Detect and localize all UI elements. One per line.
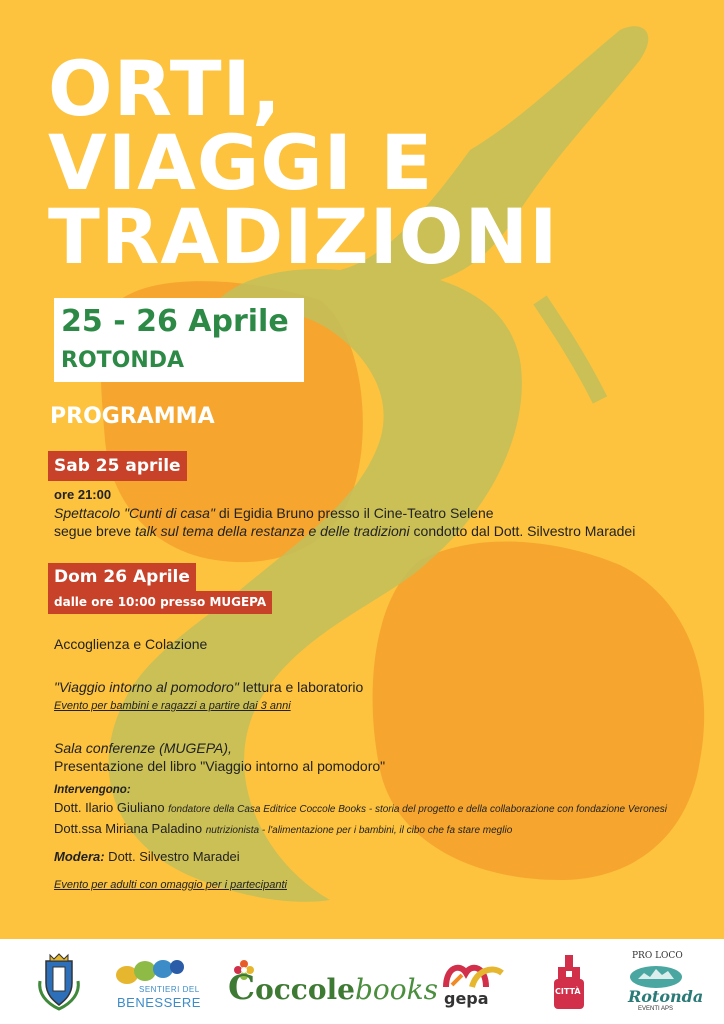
speaker2-name: Dott.ssa Miriana Paladino bbox=[54, 821, 206, 836]
proloco-town-icon bbox=[628, 963, 684, 989]
mugepa-mark-icon bbox=[442, 957, 506, 991]
evento-adulti-note: Evento per adulti con omaggio per i partecipanti bbox=[54, 879, 287, 891]
sala-conferenze: Sala conferenze (MUGEPA), bbox=[54, 740, 232, 756]
proloco-top: PRO LOCO bbox=[632, 951, 683, 961]
day1-show-title: "Cunti di casa" bbox=[124, 505, 215, 521]
proloco-name: Rotonda bbox=[628, 987, 704, 1006]
day1-line1 bbox=[54, 505, 494, 521]
day1-line2 bbox=[54, 523, 635, 539]
sentieri-dots-icon bbox=[113, 957, 193, 987]
modera-label: Modera: bbox=[54, 849, 105, 864]
presentazione-libro: Presentazione del libro "Viaggio intorno al pomodoro" bbox=[54, 758, 386, 774]
title-line-1: ORTI, bbox=[48, 44, 282, 133]
viaggio-line bbox=[54, 679, 363, 695]
stem-shape bbox=[540, 300, 600, 400]
day1-line1-c: di Egidia Bruno presso il Cine-Teatro Selene bbox=[214, 505, 494, 521]
speaker2-desc: nutrizionista - l'alimentazione per i bambini, il cibo che fa stare meglio bbox=[205, 825, 513, 836]
speaker1-name: Dott. Ilario Giuliano bbox=[54, 800, 169, 815]
citta-logo bbox=[550, 953, 588, 1011]
coccole-books-logo bbox=[228, 959, 438, 1008]
coccole-occole: occole bbox=[255, 973, 355, 1006]
mugepa-logo bbox=[442, 957, 506, 1011]
municipal-crest-icon bbox=[36, 951, 82, 1013]
day1-line2-c: condotto dal Dott. Silvestro Maradei bbox=[409, 523, 636, 539]
date-box bbox=[54, 298, 304, 382]
speaker1-desc: fondatore della Casa Editrice Coccole Books - storia del progetto e della collaborazione con fondazione Veronesi bbox=[168, 804, 667, 815]
day1-line1-a: Spettacolo bbox=[54, 505, 125, 521]
day2-sublabel: dalle ore 10:00 presso MUGEPA bbox=[48, 591, 272, 614]
main-title bbox=[48, 44, 559, 281]
title-line-3: TRADIZIONI bbox=[48, 192, 559, 281]
viaggio-title: "Viaggio intorno al pomodoro" bbox=[54, 679, 239, 695]
title-line-2: VIAGGI E bbox=[48, 118, 434, 207]
proloco-rotonda-logo bbox=[624, 949, 704, 1019]
speaker1-line bbox=[54, 800, 667, 815]
coccole-wordmark bbox=[228, 968, 438, 1008]
proloco-sub: EVENTI APS bbox=[638, 1006, 674, 1012]
programma-heading: PROGRAMMA bbox=[50, 404, 215, 429]
sentieri-line2: BENESSERE bbox=[117, 995, 201, 1010]
citta-text: CITTÀ bbox=[555, 987, 581, 996]
intervengono-label: Intervengono: bbox=[54, 784, 131, 796]
event-place: ROTONDA bbox=[61, 348, 185, 373]
speaker2-line bbox=[54, 821, 512, 836]
day1-line2-a: segue breve bbox=[54, 523, 135, 539]
citta-tower-icon bbox=[550, 953, 588, 1011]
sentieri-benessere-logo bbox=[113, 957, 201, 1015]
day2-label: Dom 26 Aprile bbox=[48, 563, 196, 591]
event-dates: 25 - 26 Aprile bbox=[61, 304, 289, 339]
coccole-books: books bbox=[354, 973, 438, 1006]
sentieri-line1: SENTIERI DEL bbox=[139, 985, 200, 994]
day1-label: Sab 25 aprile bbox=[48, 451, 187, 481]
mugepa-text: gepa bbox=[444, 989, 489, 1008]
sponsor-footer bbox=[0, 939, 724, 1024]
modera-name: Dott. Silvestro Maradei bbox=[104, 849, 240, 864]
evento-bambini-note: Evento per bambini e ragazzi a partire dai 3 anni bbox=[54, 700, 291, 712]
accoglienza-text: Accoglienza e Colazione bbox=[54, 636, 208, 652]
day1-talk-topic: talk sul tema della restanza e delle tradizioni bbox=[134, 523, 410, 539]
modera-line bbox=[54, 849, 240, 864]
coccole-c: C bbox=[228, 968, 256, 1008]
viaggio-rest: lettura e laboratorio bbox=[238, 679, 364, 695]
day1-time: ore 21:00 bbox=[54, 487, 112, 502]
